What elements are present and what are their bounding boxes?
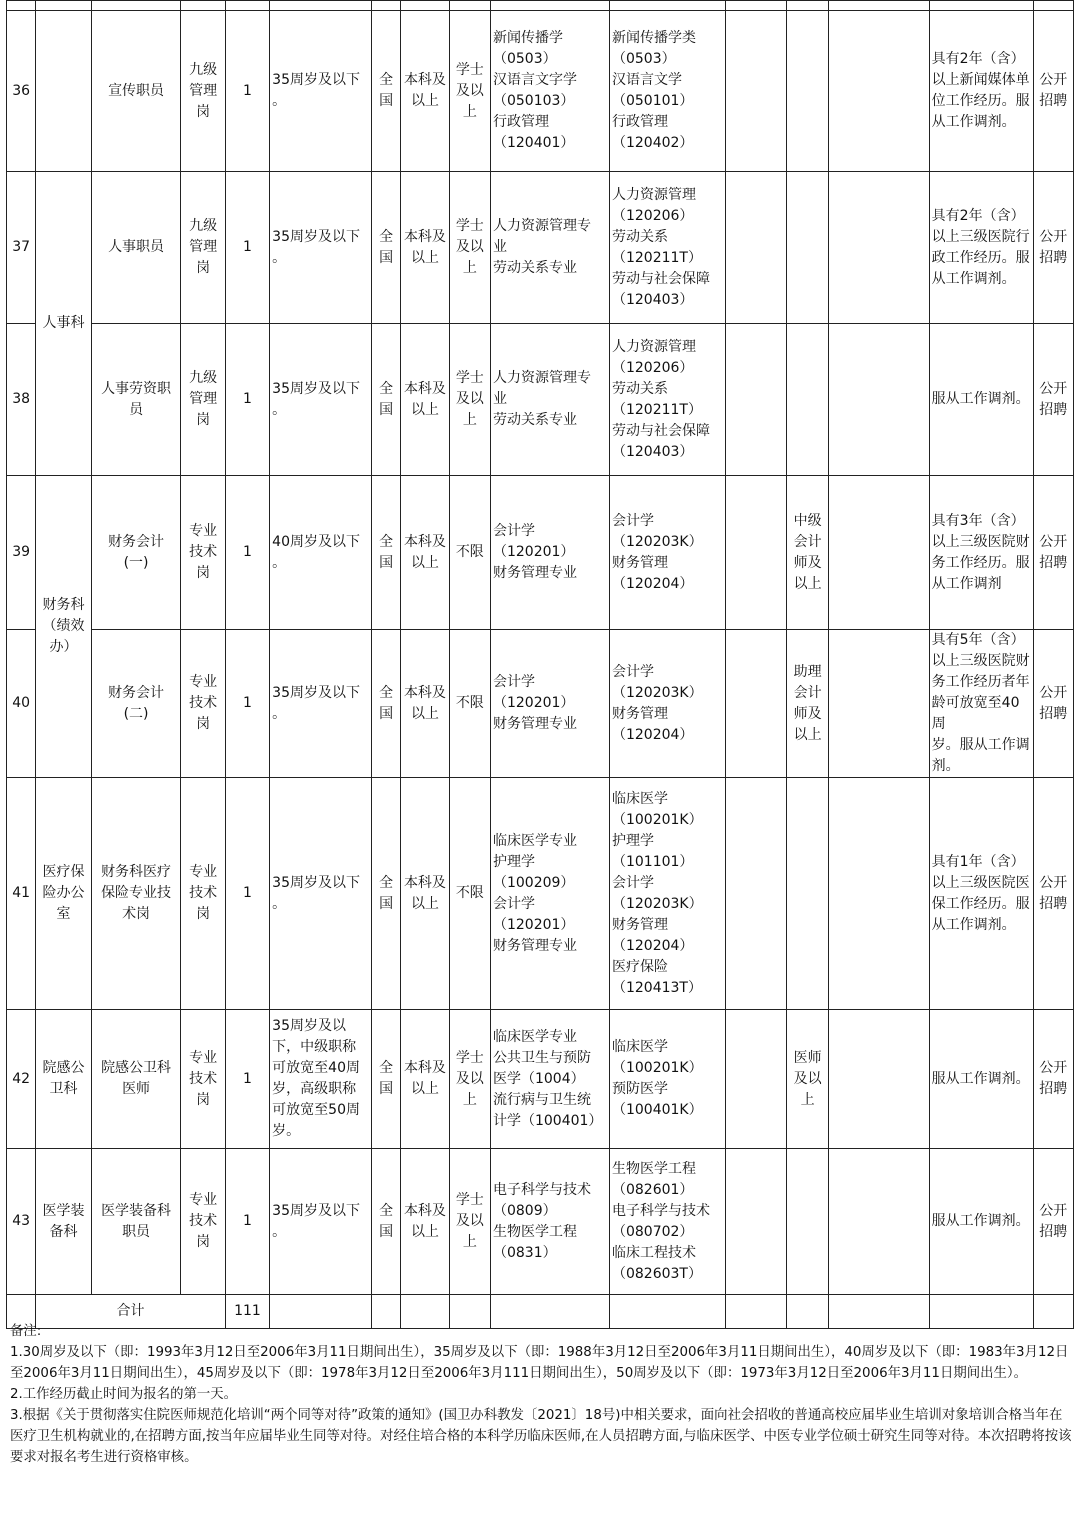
degree: 学士 及以 上 (449, 1010, 490, 1149)
row-number: 37 (7, 172, 36, 324)
graduate-major: 会计学 （120201） 财务管理专业 (490, 630, 609, 778)
headcount: 1 (225, 1010, 269, 1149)
extra-cell (725, 324, 787, 476)
graduate-major: 新闻传播学 （0503） 汉语言文字学 （050103） 行政管理 （120401） (490, 11, 609, 172)
recruit-method: 公开 招聘 (1033, 1149, 1073, 1295)
other-cell (828, 476, 929, 630)
qualification (787, 778, 828, 1010)
undergraduate-major: 生物医学工程 （082601） 电子科学与技术 （080702） 临床工程技术 （082603T） (609, 1149, 725, 1295)
post-name: 财务会计 (一) (91, 476, 181, 630)
notes-section (10, 1321, 1072, 1468)
undergraduate-major: 会计学 （120203K） 财务管理 （120204） (609, 630, 725, 778)
post-type: 九级 管理 岗 (181, 172, 225, 324)
other-requirement: 具有5年（含） 以上三级医院财 务工作经历者年 龄可放宽至40周 岁。服从工作调 剂。 (929, 630, 1033, 778)
education: 本科及 以上 (401, 11, 449, 172)
extra-cell (725, 1010, 787, 1149)
undergraduate-major: 会计学 （120203K） 财务管理 （120204） (609, 476, 725, 630)
extra-cell (725, 11, 787, 172)
headcount: 1 (225, 630, 269, 778)
department-equipment: 医学装 备科 (36, 1149, 91, 1295)
other-cell (828, 11, 929, 172)
table-row (7, 172, 1074, 324)
graduate-major: 电子科学与技术 （0809） 生物医学工程 （0831） (490, 1149, 609, 1295)
undergraduate-major: 临床医学 （100201K） 预防医学 （100401K） (609, 1010, 725, 1149)
qualification (787, 11, 828, 172)
row-number: 43 (7, 1149, 36, 1295)
recruit-method: 公开 招聘 (1033, 1010, 1073, 1149)
age-requirement: 40周岁及以下 。 (270, 476, 372, 630)
total-count: 111 (225, 1295, 269, 1329)
graduate-major: 人力资源管理专 业 劳动关系专业 (490, 324, 609, 476)
extra-cell (725, 476, 787, 630)
other-cell (828, 778, 929, 1010)
recruit-scope: 全 国 (372, 778, 401, 1010)
recruitment-table (6, 0, 1074, 1329)
extra-cell (725, 172, 787, 324)
graduate-major: 临床医学专业 公共卫生与预防 医学（1004） 流行病与卫生统 计学（100401） (490, 1010, 609, 1149)
headcount: 1 (225, 476, 269, 630)
recruit-method: 公开 招聘 (1033, 11, 1073, 172)
other-requirement: 服从工作调剂。 (929, 1010, 1033, 1149)
headcount: 1 (225, 324, 269, 476)
degree: 不限 (449, 476, 490, 630)
degree: 学士 及以 上 (449, 11, 490, 172)
recruit-scope: 全 国 (372, 1149, 401, 1295)
recruit-method: 公开 招聘 (1033, 778, 1073, 1010)
post-type: 九级 管理 岗 (181, 324, 225, 476)
row-number: 39 (7, 476, 36, 630)
row-number: 38 (7, 324, 36, 476)
row-number: 36 (7, 11, 36, 172)
qualification: 中级 会计 师及 以上 (787, 476, 828, 630)
undergraduate-major: 临床医学 （100201K） 护理学 （101101） 会计学 （120203K） 财务管理 （120204） 医疗保险 （120413T） (609, 778, 725, 1010)
total-label: 合计 (36, 1295, 226, 1329)
post-name: 财务会计 (二) (91, 630, 181, 778)
department-finance: 财务科（绩效 办） (36, 476, 91, 778)
post-type: 专业 技术 岗 (181, 1149, 225, 1295)
other-requirement: 具有1年（含） 以上三级医院医 保工作经历。服 从工作调剂。 (929, 778, 1033, 1010)
education: 本科及 以上 (401, 476, 449, 630)
row-number: 40 (7, 630, 36, 778)
headcount: 1 (225, 778, 269, 1010)
qualification (787, 324, 828, 476)
other-requirement: 服从工作调剂。 (929, 1149, 1033, 1295)
undergraduate-major: 新闻传播学类 （0503） 汉语言文学 （050101） 行政管理 （120402） (609, 11, 725, 172)
recruit-method: 公开 招聘 (1033, 324, 1073, 476)
table-row (7, 11, 1074, 172)
headcount: 1 (225, 11, 269, 172)
other-cell (828, 324, 929, 476)
education: 本科及 以上 (401, 778, 449, 1010)
qualification: 助理 会计 师及 以上 (787, 630, 828, 778)
education: 本科及 以上 (401, 172, 449, 324)
extra-cell (725, 630, 787, 778)
department-infection: 院感公 卫科 (36, 1010, 91, 1149)
table-row (7, 476, 1074, 630)
qualification (787, 172, 828, 324)
undergraduate-major: 人力资源管理 （120206） 劳动关系 （120211T） 劳动与社会保障 （120403） (609, 172, 725, 324)
post-type: 专业 技术 岗 (181, 778, 225, 1010)
age-requirement: 35周岁及以下 。 (270, 778, 372, 1010)
recruit-scope: 全 国 (372, 476, 401, 630)
degree: 不限 (449, 630, 490, 778)
post-name: 人事职员 (91, 172, 181, 324)
education: 本科及 以上 (401, 630, 449, 778)
post-type: 专业 技术 岗 (181, 476, 225, 630)
recruit-scope: 全 国 (372, 1010, 401, 1149)
other-requirement: 服从工作调剂。 (929, 324, 1033, 476)
other-cell (828, 1149, 929, 1295)
qualification: 医师 及以 上 (787, 1010, 828, 1149)
graduate-major: 临床医学专业 护理学 （100209） 会计学 （120201） 财务管理专业 (490, 778, 609, 1010)
degree: 学士 及以 上 (449, 324, 490, 476)
table-row (7, 1, 1074, 11)
age-requirement: 35周岁及以下 。 (270, 630, 372, 778)
recruit-scope: 全 国 (372, 11, 401, 172)
post-name: 财务科医疗 保险专业技 术岗 (91, 778, 181, 1010)
recruit-method: 公开 招聘 (1033, 172, 1073, 324)
recruit-scope: 全 国 (372, 630, 401, 778)
other-cell (828, 1010, 929, 1149)
other-cell (828, 172, 929, 324)
headcount: 1 (225, 1149, 269, 1295)
degree: 不限 (449, 778, 490, 1010)
department-insurance: 医疗保 险办公 室 (36, 778, 91, 1010)
recruit-method: 公开 招聘 (1033, 476, 1073, 630)
extra-cell (725, 778, 787, 1010)
education: 本科及 以上 (401, 324, 449, 476)
table-row (7, 324, 1074, 476)
age-requirement: 35周岁及以下 。 (270, 172, 372, 324)
qualification (787, 1149, 828, 1295)
post-type: 专业 技术 岗 (181, 1010, 225, 1149)
row-number: 41 (7, 778, 36, 1010)
post-name: 院感公卫科 医师 (91, 1010, 181, 1149)
graduate-major: 会计学 （120201） 财务管理专业 (490, 476, 609, 630)
age-requirement: 35周岁及以 下，中级职称 可放宽至40周 岁，高级职称 可放宽至50周 岁。 (270, 1010, 372, 1149)
post-type: 专业 技术 岗 (181, 630, 225, 778)
graduate-major: 人力资源管理专 业 劳动关系专业 (490, 172, 609, 324)
undergraduate-major: 人力资源管理 （120206） 劳动关系 （120211T） 劳动与社会保障 （120403） (609, 324, 725, 476)
recruit-scope: 全 国 (372, 172, 401, 324)
recruit-method: 公开 招聘 (1033, 630, 1073, 778)
note-residency-policy: 3.根据《关于贯彻落实住院医师规范化培训“两个同等对待”政策的通知》(国卫办科教发〔2021〕18号)中相关要求，面向社会招收的普通高校应届毕业生培训对象培训合格当年在医疗卫生机构就业的,在招聘方面,按当年应届毕业生同等对待。对经住培合格的本科学历临床医师,在人员招聘方面,与临床医学、中医专业学位硕士研究生同等对待。本次招聘将按该要求对报名考生进行资格审核。 (10, 1408, 1072, 1465)
table-row (7, 778, 1074, 1010)
table-row (7, 630, 1074, 778)
extra-cell (725, 1149, 787, 1295)
post-name: 医学装备科 职员 (91, 1149, 181, 1295)
degree: 学士 及以 上 (449, 1149, 490, 1295)
other-requirement: 具有2年（含） 以上新闻媒体单 位工作经历。服 从工作调剂。 (929, 11, 1033, 172)
post-name: 人事劳资职 员 (91, 324, 181, 476)
department-cell (36, 11, 91, 172)
table-row (7, 1149, 1074, 1295)
post-type: 九级 管理 岗 (181, 11, 225, 172)
notes-heading: 备注: (10, 1324, 42, 1339)
other-cell (828, 630, 929, 778)
other-requirement: 具有3年（含） 以上三级医院财 务工作经历。服 从工作调剂 (929, 476, 1033, 630)
note-work-experience: 2.工作经历截止时间为报名的第一天。 (10, 1387, 238, 1402)
recruit-scope: 全 国 (372, 324, 401, 476)
other-requirement: 具有2年（含） 以上三级医院行 政工作经历。服 从工作调剂。 (929, 172, 1033, 324)
table-row (7, 1010, 1074, 1149)
degree: 学士 及以 上 (449, 172, 490, 324)
age-requirement: 35周岁及以下 。 (270, 324, 372, 476)
row-number: 42 (7, 1010, 36, 1149)
post-name: 宣传职员 (91, 11, 181, 172)
department-hr: 人事科 (36, 172, 91, 476)
age-requirement: 35周岁及以下 。 (270, 11, 372, 172)
education: 本科及 以上 (401, 1149, 449, 1295)
headcount: 1 (225, 172, 269, 324)
age-requirement: 35周岁及以下 。 (270, 1149, 372, 1295)
note-age-ranges: 1.30周岁及以下（即：1993年3月12日至2006年3月11日期间出生），35周岁及以下（即：1988年3月12日至2006年3月11日期间出生），40周岁及以下（即：1983年3月12日至2006年3月11日期间出生），45周岁及以下（即：1978年3月12日至2006年3月111日期间出生），50周岁及以下（即：1973年3月12日至2006年3月11日期间出生）。 (10, 1345, 1069, 1381)
education: 本科及 以上 (401, 1010, 449, 1149)
